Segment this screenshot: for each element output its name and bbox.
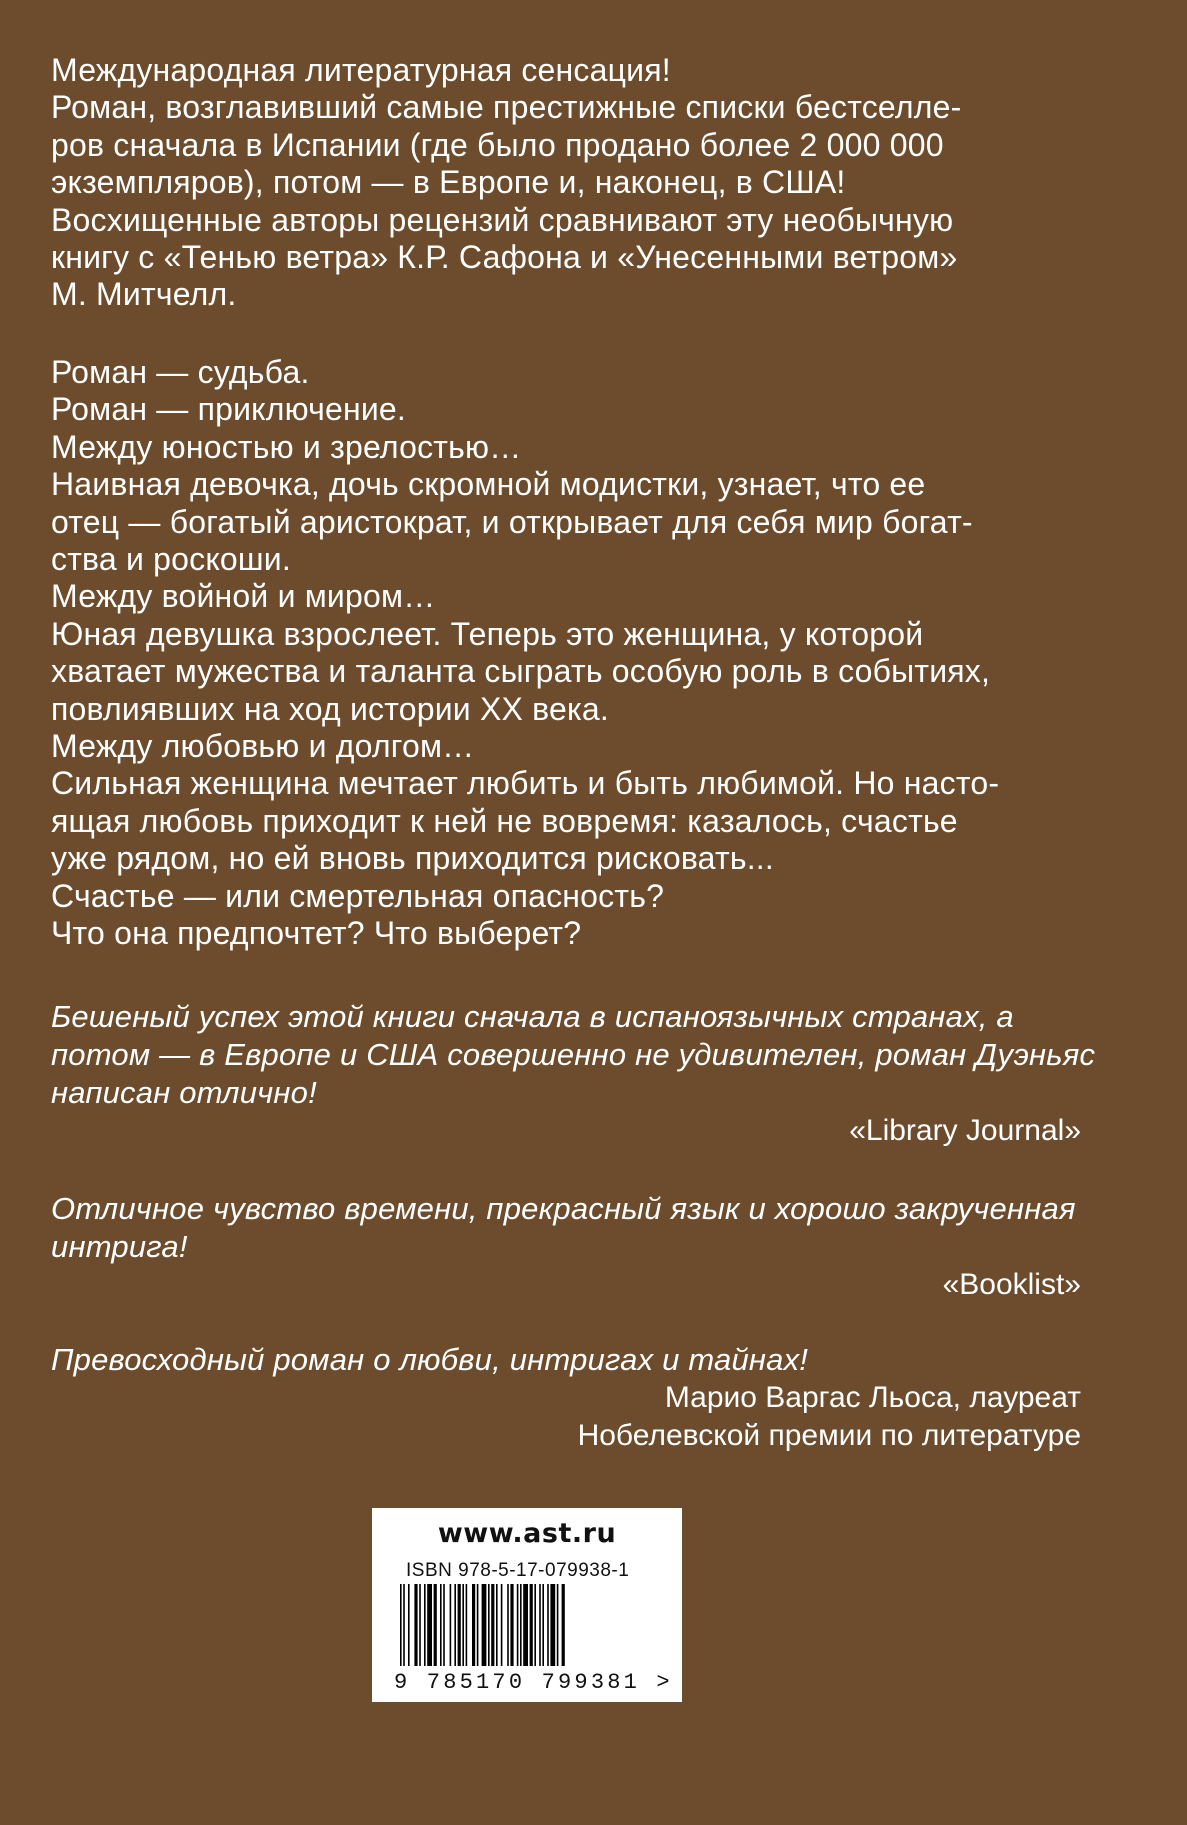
quote-line: интрига!	[51, 1229, 188, 1264]
intro-line: Восхищенные авторы рецензий сравнивают эту необычную	[51, 201, 954, 238]
story-line: Юная девушка взрослеет. Теперь это женщина, у которой	[51, 615, 924, 652]
review-quote	[51, 998, 1096, 1150]
intro-line: книгу с «Тенью ветра» К.Р. Сафона и «Унесенными ветром»	[51, 239, 958, 276]
quote-source: Марио Варгас Льоса, лауреат	[664, 1381, 1081, 1414]
intro-line: Международная литературная сенсация!	[51, 52, 671, 88]
quote-source: Нобелевской премии по литературе	[577, 1419, 1081, 1452]
quote-source: «Library Journal»	[849, 1114, 1081, 1147]
isbn-label: ISBN 978-5-17-079938-1	[406, 1560, 630, 1581]
story-line: хватает мужества и таланта сыграть особую роль в событиях,	[51, 653, 991, 690]
intro-line: ров сначала в Испании (где было продано более 2 000 000	[51, 126, 944, 163]
story-line: Что она предпочтет? Что выберет?	[51, 915, 582, 952]
barcode-box	[372, 1508, 682, 1702]
barcode-digits: 9 785170 799381 >	[394, 1670, 673, 1695]
story-line: Между юностью и зрелостью…	[51, 428, 522, 465]
barcode-icon	[400, 1584, 656, 1672]
story-line: Сильная женщина мечтает любить и быть любимой. Но насто-	[51, 765, 1000, 802]
quote-line: Превосходный роман о любви, интригах и тайнах!	[51, 1342, 809, 1377]
story-line: Роман — приключение.	[51, 391, 407, 428]
story-line: Между войной и миром…	[51, 578, 436, 615]
story-line: ящая любовь приходит к ней не вовремя: казалось, счастье	[51, 802, 958, 839]
quote-line: Бешеный успех этой книги сначала в испаноязычных странах, а	[51, 999, 1014, 1034]
story-line: уже рядом, но ей вновь приходится рисковать...	[51, 840, 774, 877]
intro-line: экземпляров), потом — в Европе и, наконец, в США!	[51, 164, 846, 201]
story-line: Между любовью и долгом…	[51, 728, 475, 765]
quote-line: Отличное чувство времени, прекрасный язык и хорошо закрученная	[51, 1191, 1076, 1226]
story-line: повлиявших на ход истории XX века.	[51, 690, 609, 727]
quote-source: «Booklist»	[942, 1268, 1081, 1301]
publisher-site: www.ast.ru	[437, 1518, 617, 1549]
intro-paragraph	[51, 52, 1081, 314]
story-line: Счастье — или смертельная опасность?	[51, 877, 665, 914]
story-paragraph	[51, 354, 1081, 953]
quote-line: написан отлично!	[51, 1075, 317, 1110]
intro-line: М. Митчелл.	[51, 276, 237, 313]
review-quote	[51, 1341, 1081, 1455]
intro-line: Роман, возглавивший самые престижные списки бестселле-	[51, 89, 962, 126]
story-line: ства и роскоши.	[51, 541, 291, 578]
story-line: отец — богатый аристократ, и открывает для себя мир богат-	[51, 503, 973, 540]
story-line: Роман — судьба.	[51, 354, 310, 390]
quote-line: потом — в Европе и США совершенно не удивителен, роман Дуэньяс	[51, 1037, 1096, 1072]
story-line: Наивная девочка, дочь скромной модистки, узнает, что ее	[51, 466, 926, 503]
review-quote	[51, 1190, 1081, 1304]
